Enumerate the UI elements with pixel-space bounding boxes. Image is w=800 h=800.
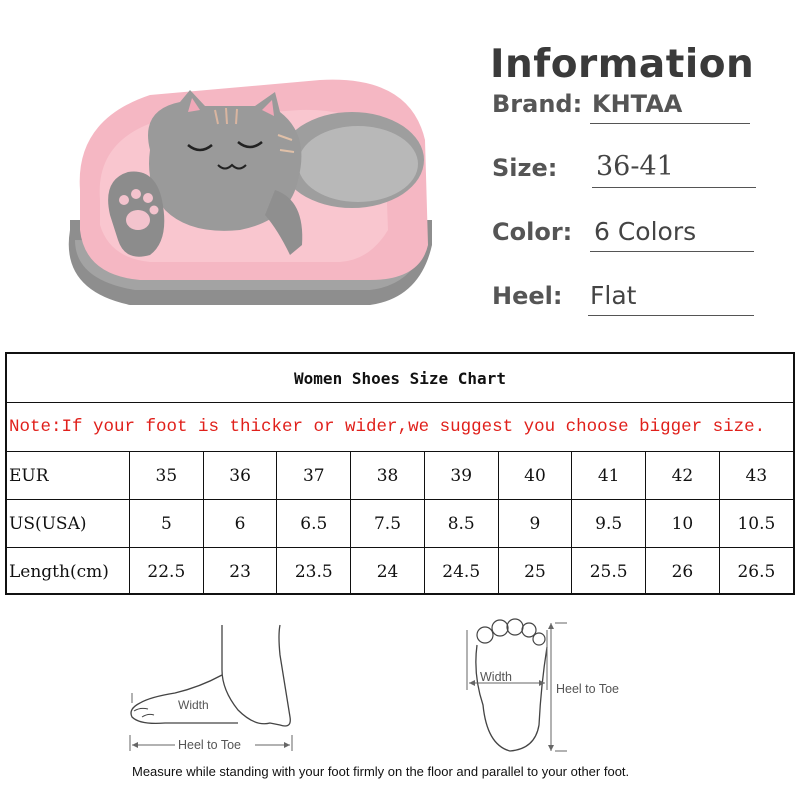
size-table-cell: 6.5 — [277, 500, 351, 548]
size-row-label: Length(cm) — [7, 548, 130, 596]
size-table-cell: 6 — [203, 500, 277, 548]
size-row-label: EUR — [7, 452, 130, 500]
size-table-row — [7, 452, 793, 500]
color-row — [492, 212, 762, 252]
top-foot-outline — [455, 615, 655, 760]
size-table-cell: 38 — [351, 452, 425, 500]
size-row — [492, 148, 762, 188]
heel-row — [492, 276, 762, 316]
size-table-cell: 5 — [130, 500, 204, 548]
size-table-cell: 9 — [498, 500, 572, 548]
size-table-cell: 23 — [203, 548, 277, 596]
size-table-cell: 8.5 — [424, 500, 498, 548]
size-table-cell: 26.5 — [737, 561, 776, 582]
size-table-cell: 43 — [719, 452, 793, 500]
size-label: Size: — [492, 154, 558, 182]
size-table-cell: 37 — [277, 452, 351, 500]
information-title: Information — [490, 42, 755, 87]
size-table-cell: 10.5 — [719, 500, 793, 548]
size-table-cell: 40 — [498, 452, 572, 500]
size-table-row — [7, 500, 793, 548]
color-underline — [590, 251, 754, 253]
cat-slipper-illustration — [40, 40, 460, 340]
brand-value: KHTAA — [592, 90, 683, 118]
size-table-cell: 23.5 — [277, 548, 351, 596]
size-table-cell: 42 — [646, 452, 720, 500]
side-width-label: Width — [178, 698, 209, 712]
size-table-cell: 9.5 — [572, 500, 646, 548]
size-table-cell: 41 — [572, 452, 646, 500]
size-chart-note: Note:If your foot is thicker or wider,we suggest you choose bigger size. — [7, 403, 793, 452]
top-foot-diagram — [455, 615, 655, 760]
top-length-label: Heel to Toe — [556, 682, 620, 696]
product-image — [40, 40, 460, 340]
information-panel — [488, 40, 788, 340]
size-value: 36-41 — [596, 151, 674, 182]
brand-row — [492, 84, 762, 124]
heel-value: Flat — [590, 281, 637, 310]
size-chart-title: Women Shoes Size Chart — [7, 354, 793, 403]
size-table-cell: 26 — [646, 548, 720, 596]
heel-label: Heel: — [492, 282, 563, 310]
size-table-cell: 25.5 — [572, 548, 646, 596]
size-underline — [592, 187, 756, 189]
size-table-cell: 22.5 — [130, 548, 204, 596]
size-table-cell: 10 — [646, 500, 720, 548]
brand-label: Brand: — [492, 90, 583, 118]
size-table-cell: 39 — [424, 452, 498, 500]
heel-underline — [588, 315, 754, 317]
measurement-instruction: Measure while standing with your foot firmly on the floor and parallel to your other foot. — [132, 764, 630, 779]
size-table-row — [7, 548, 793, 596]
size-table-cell: 24.5 — [424, 548, 498, 596]
size-table-cell: 24 — [351, 548, 425, 596]
size-table-cell: 36 — [203, 452, 277, 500]
brand-underline — [590, 123, 750, 125]
side-length-label: Heel to Toe — [178, 738, 242, 752]
size-table — [7, 452, 793, 595]
top-width-label: Width — [480, 670, 512, 684]
side-foot-diagram — [120, 615, 320, 760]
size-table-cell: 7.5 — [351, 500, 425, 548]
size-row-label: US(USA) — [7, 500, 130, 548]
size-chart — [5, 352, 795, 595]
color-label: Color: — [492, 218, 573, 246]
size-table-cell: 25 — [498, 548, 572, 596]
size-table-cell: 35 — [130, 452, 204, 500]
color-value: 6 Colors — [594, 217, 697, 246]
